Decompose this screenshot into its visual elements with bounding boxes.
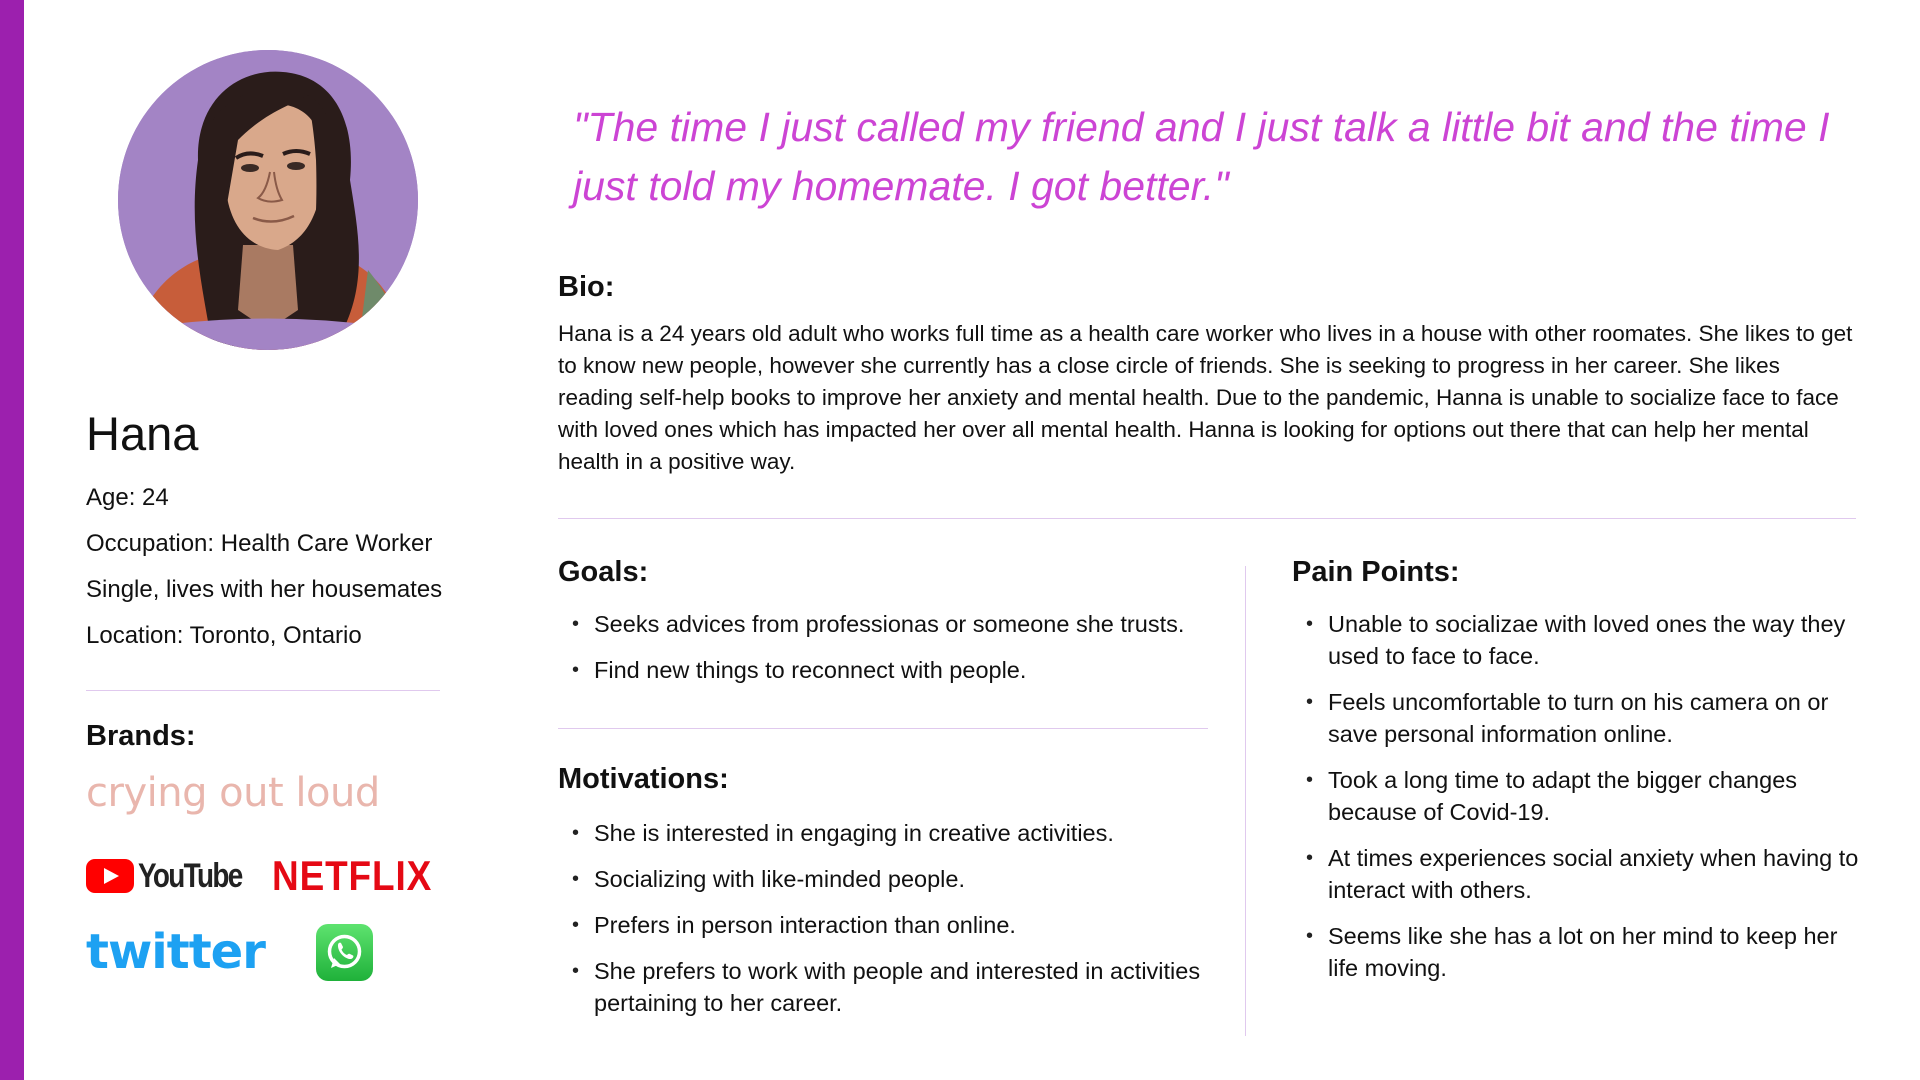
- list-item: • She is interested in engaging in creative activities.: [558, 817, 1218, 849]
- bio-title: Bio:: [558, 271, 615, 303]
- list-item: • Unable to socializae with loved ones the way they used to face to face.: [1292, 608, 1872, 672]
- list-item: • Find new things to reconnect with people.: [558, 654, 1218, 686]
- pain-points-list: [1292, 608, 1872, 998]
- persona-quote: "The time I just called my friend and I just talk a little bit and the time I just told my homemate. I got better.": [573, 104, 1830, 209]
- list-item: • At times experiences social anxiety when having to interact with others.: [1292, 842, 1872, 906]
- left-divider: [86, 690, 440, 691]
- crying-out-loud-logo: crying out loud: [86, 770, 380, 816]
- persona-occupation: Occupation: Health Care Worker: [86, 530, 433, 557]
- goals-divider: [558, 728, 1208, 729]
- youtube-wordmark: YouTube: [138, 856, 242, 895]
- brands-title: Brands:: [86, 720, 196, 752]
- persona-avatar: [118, 50, 418, 350]
- list-item: • Feels uncomfortable to turn on his camera on or save personal information online.: [1292, 686, 1872, 750]
- youtube-play-icon: [86, 859, 134, 893]
- twitter-logo: twitter: [86, 924, 265, 980]
- list-item: • Seems like she has a lot on her mind to keep her life moving.: [1292, 920, 1872, 984]
- persona-status: Single, lives with her housemates: [86, 576, 443, 603]
- goals-title: Goals:: [558, 556, 649, 588]
- persona-name: Hana: [86, 407, 199, 460]
- list-item: • She prefers to work with people and interested in activities pertaining to her career.: [558, 955, 1218, 1019]
- youtube-logo: [86, 856, 264, 896]
- list-item: • Took a long time to adapt the bigger changes because of Covid-19.: [1292, 764, 1872, 828]
- bio-divider: [558, 518, 1856, 519]
- netflix-logo: NETFLIX: [272, 852, 433, 899]
- bio-text: Hana is a 24 years old adult who works full time as a health care worker who lives in a house with other roomates. She likes to get to know new people, however she currently has a close circle of friends. She is seeking to progress in her career. She likes reading self-help books to improve her anxiety and mental health. Due to the pandemic, Hanna is unable to socialize face to face with loved ones which has impacted her over all mental health. Hanna is looking for options out there that can help her mental health in a positive way.: [558, 321, 1853, 474]
- list-item: • Prefers in person interaction than online.: [558, 909, 1218, 941]
- list-item: • Seeks advices from professionas or someone she trusts.: [558, 608, 1218, 640]
- pain-points-title: Pain Points:: [1292, 556, 1460, 588]
- persona-location: Location: Toronto, Ontario: [86, 622, 362, 649]
- whatsapp-icon: [316, 924, 373, 981]
- list-item: • Socializing with like-minded people.: [558, 863, 1218, 895]
- motivations-title: Motivations:: [558, 763, 729, 795]
- persona-age: Age: 24: [86, 484, 169, 511]
- goals-list: [558, 608, 1218, 700]
- accent-bar: [0, 0, 24, 1080]
- column-divider: [1245, 566, 1246, 1036]
- motivations-list: [558, 817, 1218, 1033]
